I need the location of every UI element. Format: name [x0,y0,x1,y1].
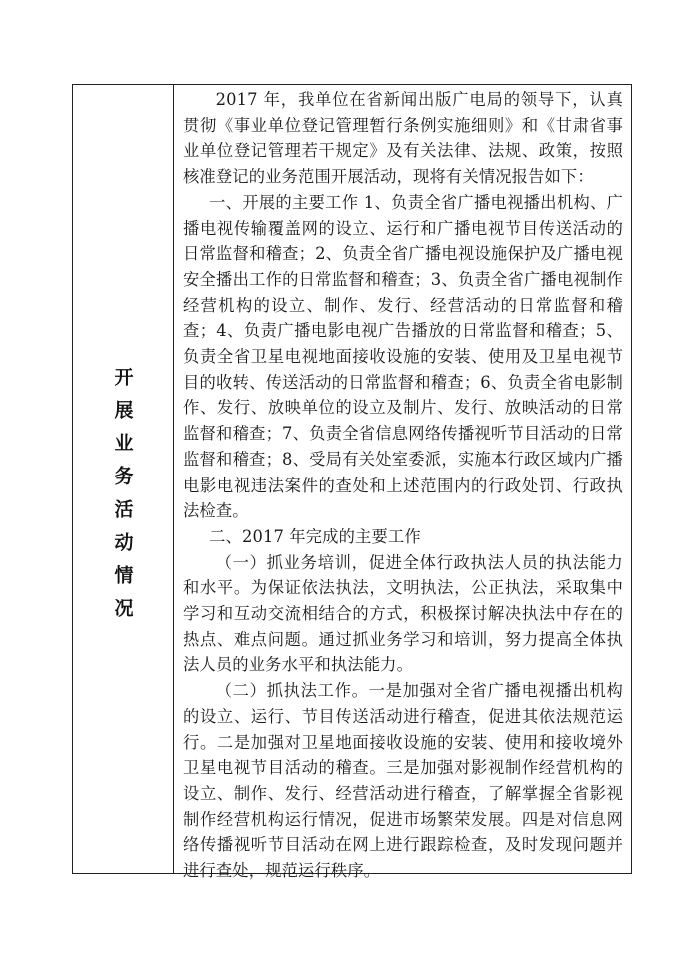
section-label: 开展业务活动情况 [111,367,134,631]
column-divider [173,85,174,873]
enforcement-paragraph: （二）抓执法工作。一是加强对全省广播电视播出机构的设立、运行、节目传送活动进行稽查，促进其依法规范运行。二是加强对卫星地面接收设施的安装、使用和接收境外卫星电视节目活动的稽查。三是加强对影视制作经营机构的设立、制作、发行、经营活动进行稽查，了解掌握全省影视制作经营机构运行情况，促进市场繁荣发展。四是对信息网络传播视听节目活动在网上进行跟踪检查，及时发现问题并进行查处，规范运行秩序。 [183,681,623,881]
report-table [72,84,632,881]
section-heading-2017: 二、2017 年完成的主要工作 [209,526,421,546]
main-work-paragraph: 一、开展的主要工作 1、负责全省广播电视播出机构、广播电视传输覆盖网的设立、运行和广播电视节目传送活动的日常监督和稽查；2、负责全省广播电视设施保护及广播电视安全播出工作的日常监督和稽查；3、负责全省广播电视制作经营机构的设立、制作、发行、经营活动的日常监督和稽查；4、负责广播电影电视广告播放的日常监督和稽查；5、负责全省卫星电视地面接收设施的安装、使用及卫星电视节目的收转、传送活动的日常监督和稽查；6、负责全省电影制作、发行、放映单位的设立及制片、发行、放映活动的日常监督和稽查；7、负责全省信息网络传播视听节目活动的日常监督和稽查；8、受局有关处室委派，实施本行政区域内广播电影电视违法案件的查处和上述范围内的行政处罚、行政执法检查。 [183,192,623,521]
training-paragraph: （一）抓业务培训，促进全体行政执法人员的执法能力和水平。为保证依法执法，文明执法，公正执法，采取集中学习和互动交流相结合的方式，积极探讨解决执法中存在的热点、难点问题。通过抓业务学习和培训，努力提高全体执法人员的业务水平和执法能力。 [183,552,623,675]
content-cell [183,87,623,884]
section-label-cell [73,85,173,873]
intro-paragraph: 2017 年，我单位在省新闻出版广电局的领导下，认真贯彻《事业单位登记管理暂行条例实施细则》和《甘肃省事业单位登记管理若干规定》及有关法律、法规、政策，按照核准登记的业务范围开展活动，现将有关情况报告如下： [183,90,623,187]
